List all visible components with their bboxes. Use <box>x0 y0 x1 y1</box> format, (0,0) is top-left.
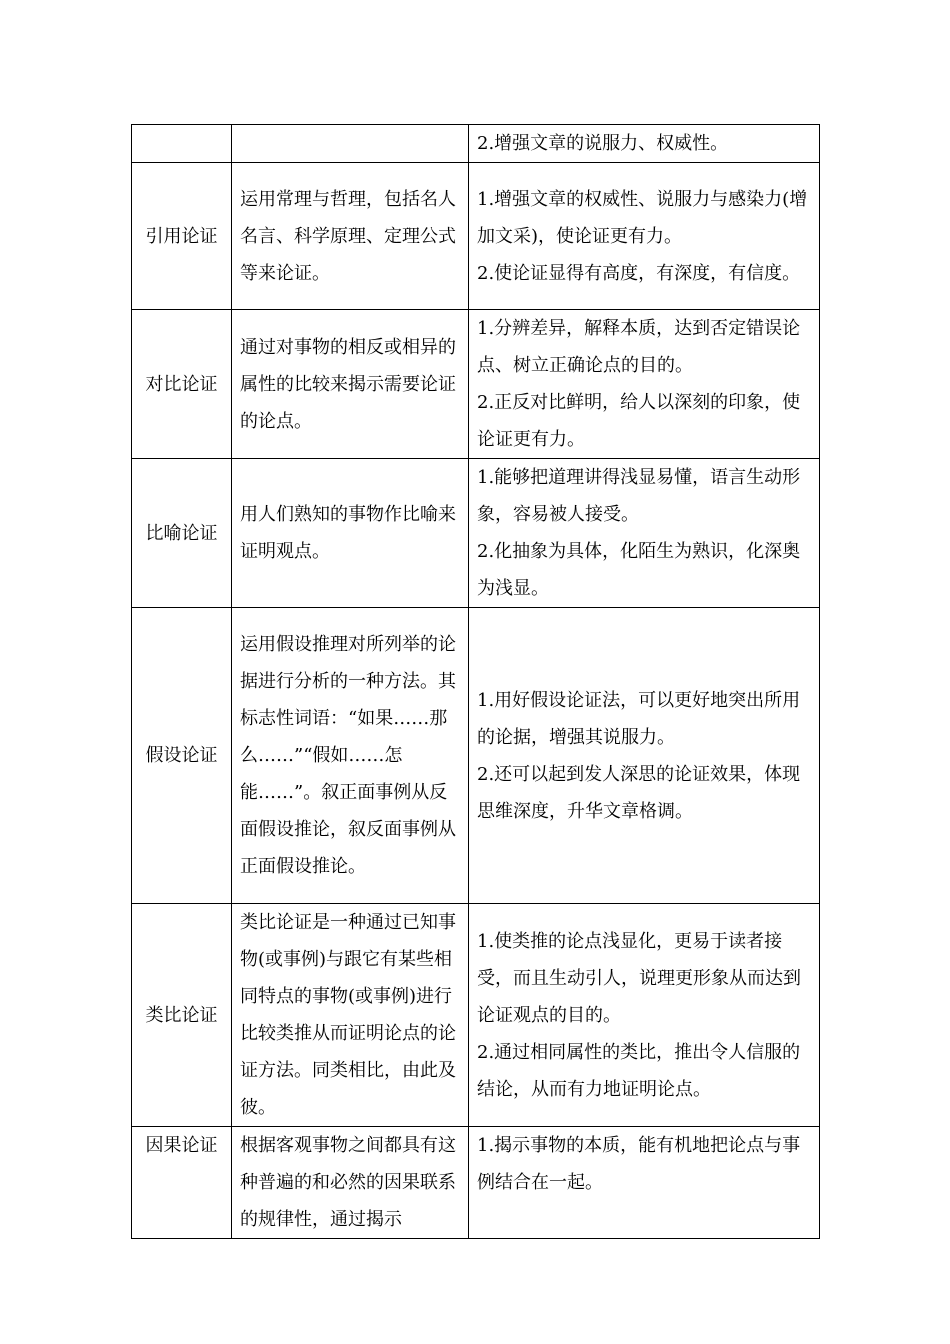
effect-item: 1.用好假设论证法，可以更好地突出所用的论据，增强其说服力。 <box>477 689 801 748</box>
effect-item: 1.揭示事物的本质，能有机地把论点与事例结合在一起。 <box>477 1135 801 1193</box>
method-name-cell: 比喻论证 <box>132 459 232 608</box>
table-row <box>132 608 820 904</box>
effect-item: 2.还可以起到发人深思的论证效果，体现思维深度，升华文章格调。 <box>477 763 801 822</box>
definition-cell: 类比论证是一种通过已知事物(或事例)与跟它有某些相同特点的事物(或事例)进行比较类推从而证明论点的论证方法。同类相比，由此及彼。 <box>232 904 469 1127</box>
effect-cell <box>469 163 820 310</box>
effect-cell <box>469 459 820 608</box>
table-row <box>132 459 820 608</box>
effect-item: 2.增强文章的说服力、权威性。 <box>477 133 729 154</box>
effect-cell <box>469 904 820 1127</box>
method-name-cell: 因果论证 <box>132 1127 232 1239</box>
argument-methods-table <box>131 124 820 1239</box>
definition-cell <box>232 125 469 163</box>
method-name-cell: 引用论证 <box>132 163 232 310</box>
effect-item: 1.增强文章的权威性、说服力与感染力(增加文采)，使论证更有力。 <box>477 188 808 247</box>
effect-cell <box>469 310 820 459</box>
effect-item: 2.通过相同属性的类比，推出令人信服的结论，从而有力地证明论点。 <box>477 1041 801 1100</box>
method-name-cell <box>132 125 232 163</box>
table-row <box>132 904 820 1127</box>
effect-item: 1.使类推的论点浅显化，更易于读者接受，而且生动引人，说理更形象从而达到论证观点的目的。 <box>477 930 801 1026</box>
definition-cell: 运用假设推理对所列举的论据进行分析的一种方法。其标志性词语：“如果……那么……”“假如……怎能……”。叙正面事例从反面假设推论，叙反面事例从正面假设推论。 <box>232 608 469 904</box>
effect-item: 1.分辨差异，解释本质，达到否定错误论点、树立正确论点的目的。 <box>477 318 801 376</box>
table-row <box>132 125 820 163</box>
definition-cell: 用人们熟知的事物作比喻来证明观点。 <box>232 459 469 608</box>
table-row <box>132 163 820 310</box>
effect-item: 2.化抽象为具体，化陌生为熟识，化深奥为浅显。 <box>477 541 801 599</box>
effect-item: 2.使论证显得有高度，有深度，有信度。 <box>477 262 801 284</box>
effect-item: 2.正反对比鲜明，给人以深刻的印象，使论证更有力。 <box>477 392 801 450</box>
definition-cell: 通过对事物的相反或相异的属性的比较来揭示需要论证的论点。 <box>232 310 469 459</box>
method-name-cell: 假设论证 <box>132 608 232 904</box>
definition-cell: 运用常理与哲理，包括名人名言、科学原理、定理公式等来论证。 <box>232 163 469 310</box>
method-name-cell: 对比论证 <box>132 310 232 459</box>
effect-item: 1.能够把道理讲得浅显易懂，语言生动形象，容易被人接受。 <box>477 467 801 525</box>
effect-cell <box>469 1127 820 1239</box>
table-row <box>132 1127 820 1239</box>
effect-cell <box>469 608 820 904</box>
method-name-cell: 类比论证 <box>132 904 232 1127</box>
effect-cell <box>469 125 820 163</box>
table-row <box>132 310 820 459</box>
definition-cell: 根据客观事物之间都具有这种普遍的和必然的因果联系的规律性，通过揭示 <box>232 1127 469 1239</box>
